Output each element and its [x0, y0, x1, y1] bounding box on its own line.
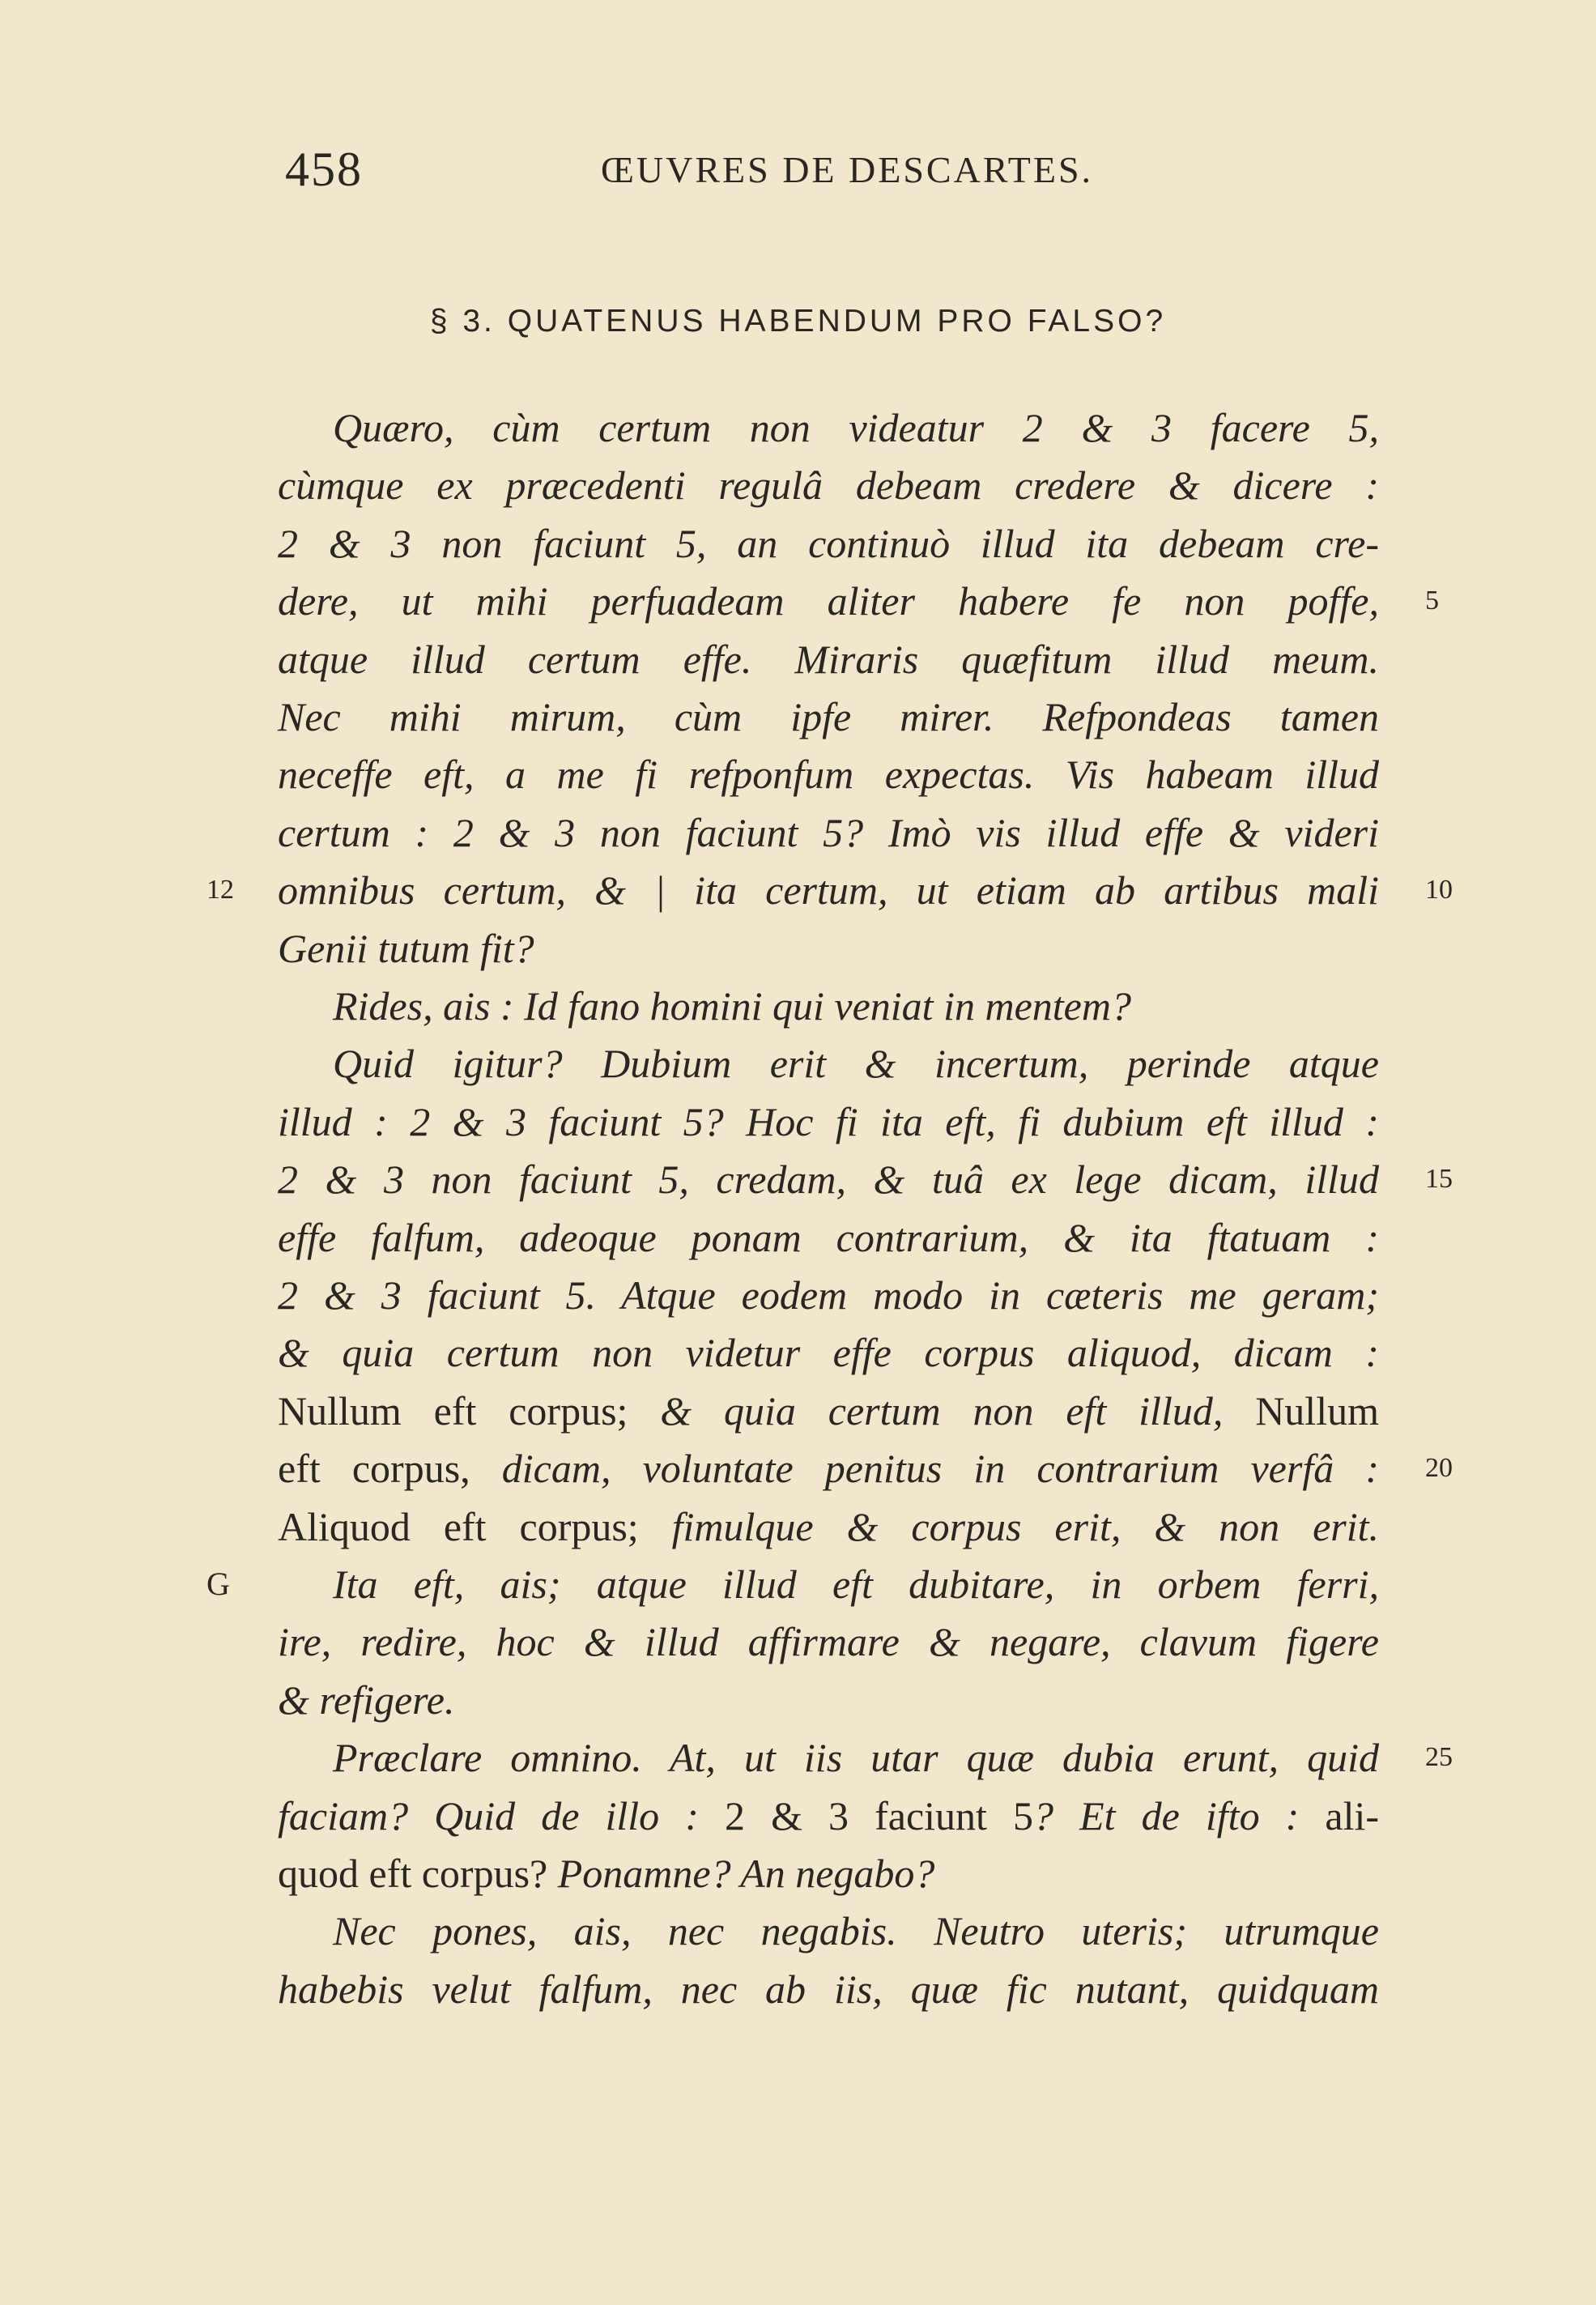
- italic-segment: Nec mihi mirum, cùm ipfe mirer. Refpondeas tamen: [278, 694, 1379, 739]
- text-line: [278, 1728, 1379, 1787]
- margin-marker: G: [206, 1566, 230, 1602]
- italic-segment: Ita eft, ais; atque illud eft dubitare, in orbem ferri,: [333, 1562, 1379, 1607]
- text-line: [278, 1902, 1379, 1960]
- roman-segment: ali-: [1325, 1792, 1380, 1838]
- text-line: [278, 1613, 1379, 1671]
- roman-segment: quod eft corpus?: [278, 1851, 558, 1896]
- italic-segment: Rides, ais : Id fano homini qui veniat in mentem?: [333, 983, 1131, 1029]
- italic-segment: 2 & 3 faciunt 5. Atque eodem modo in cæteris me geram;: [278, 1272, 1379, 1318]
- text-line: [278, 1439, 1379, 1498]
- line-number: 5: [1425, 586, 1439, 616]
- italic-segment: habebis velut falfum, nec ab iis, quæ fic nutant, quidquam: [278, 1966, 1379, 2012]
- section-heading: § 3. QUATENUS HABENDUM PRO FALSO?: [429, 304, 1167, 339]
- line-number: 20: [1425, 1453, 1453, 1484]
- italic-segment: atque illud certum effe. Miraris quæfitum illud meum.: [278, 636, 1379, 682]
- line-number: 10: [1425, 875, 1453, 905]
- italic-segment: faciam? Quid de illo :: [278, 1792, 725, 1838]
- italic-segment: & quia certum non videtur effe corpus aliquod, dicam :: [278, 1330, 1379, 1376]
- text-line: [278, 745, 1379, 803]
- roman-segment: Nullum eft corpus;: [278, 1387, 661, 1434]
- page-number: 458: [285, 143, 363, 196]
- italic-segment: 2 & 3 non faciunt 5, an continuò illud ita debeam cre-: [278, 520, 1379, 566]
- italic-segment: 2 & 3 non faciunt 5, credam, & tuâ ex lege dicam, illud: [278, 1157, 1379, 1203]
- line-number: 15: [1425, 1164, 1453, 1195]
- margin-marker: 12: [206, 875, 234, 905]
- italic-segment: dere, ut mihi perfuadeam aliter habere fe non poffe,: [278, 578, 1379, 624]
- italic-segment: & refigere.: [278, 1677, 455, 1723]
- text-line: [278, 1555, 1379, 1613]
- italic-segment: certum : 2 & 3 non faciunt 5? Imò vis illud effe & videri: [278, 809, 1379, 855]
- text-line: [278, 919, 1379, 978]
- italic-segment: Genii tutum fit?: [278, 925, 534, 971]
- text-line: [278, 688, 1379, 746]
- italic-segment: effe falfum, adeoque ponam contrarium, & ita ftatuam :: [278, 1214, 1379, 1260]
- text-line: [278, 1034, 1379, 1093]
- text-line: [278, 1323, 1379, 1382]
- text-line: [278, 630, 1379, 688]
- roman-segment: 2 & 3 faciunt 5: [725, 1792, 1034, 1838]
- italic-segment: Ponamne? An negabo?: [557, 1851, 935, 1896]
- italic-segment: omnibus certum, & | ita certum, ut etiam ab artibus mali: [278, 867, 1379, 914]
- italic-segment: illud : 2 & 3 faciunt 5? Hoc fi ita eft, fi dubium eft illud :: [278, 1098, 1379, 1144]
- text-line: [278, 1844, 1379, 1902]
- text-line: [278, 1382, 1379, 1440]
- italic-segment: ire, redire, hoc & illud affirmare & negare, clavum figere: [278, 1619, 1379, 1665]
- text-line: [278, 456, 1379, 514]
- roman-segment: Aliquod eft corpus;: [278, 1503, 672, 1549]
- text-line: [278, 1960, 1379, 2018]
- text-line: [278, 1498, 1379, 1556]
- text-line: [278, 1787, 1379, 1845]
- text-line: [278, 1093, 1379, 1151]
- text-line: [278, 1150, 1379, 1208]
- italic-segment: Præclare omnino. At, ut iis utar quæ dubia erunt, quid: [333, 1735, 1379, 1781]
- text-line: [278, 1671, 1379, 1729]
- line-number: 25: [1425, 1742, 1453, 1773]
- italic-segment: cùmque ex præcedenti regulâ debeam credere & dicere :: [278, 462, 1379, 509]
- italic-segment: Quid igitur? Dubium erit & incertum, perinde atque: [333, 1041, 1379, 1087]
- roman-segment: eft corpus,: [278, 1446, 502, 1492]
- text-line: [278, 977, 1379, 1035]
- italic-segment: Quæro, cùm certum non videatur 2 & 3 facere 5,: [333, 405, 1379, 450]
- italic-segment: neceffe eft, a me fi refponfum expectas. Vis habeam illud: [278, 752, 1379, 798]
- text-line: [278, 1208, 1379, 1267]
- text-line: [278, 572, 1379, 630]
- text-line: [278, 398, 1379, 457]
- text-line: [278, 861, 1379, 919]
- roman-segment: Nullum: [1255, 1387, 1379, 1434]
- italic-segment: Nec pones, ais, nec negabis. Neutro uteris; utrumque: [333, 1908, 1379, 1954]
- italic-segment: & quia certum non eft illud,: [660, 1387, 1256, 1434]
- page-header: [0, 142, 1596, 207]
- running-title: ŒUVRES DE DESCARTES.: [601, 149, 1094, 190]
- text-line: [278, 803, 1379, 862]
- italic-segment: ? Et de ifto :: [1033, 1792, 1326, 1838]
- italic-segment: dicam, voluntate penitus in contrarium verfâ :: [501, 1446, 1379, 1492]
- text-line: [278, 514, 1379, 573]
- text-line: [278, 1266, 1379, 1324]
- italic-segment: fimulque & corpus erit, & non erit.: [671, 1503, 1379, 1549]
